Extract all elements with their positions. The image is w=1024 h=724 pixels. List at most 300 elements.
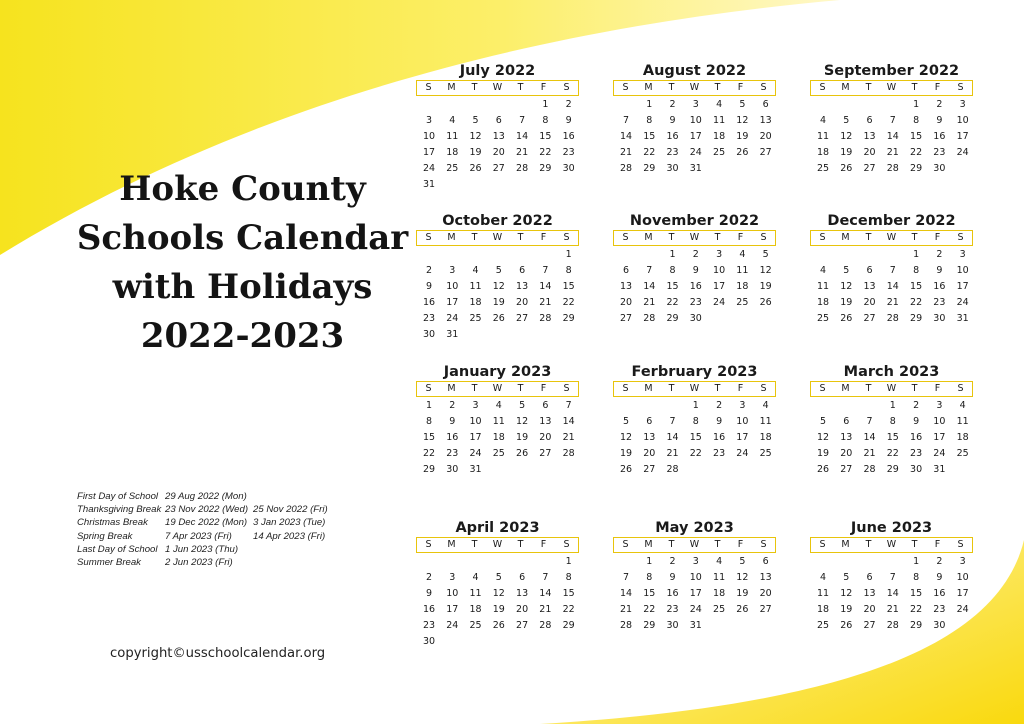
day-cell: 20 — [759, 131, 772, 142]
weekday-label: M — [841, 539, 850, 550]
day-cell: 21 — [886, 604, 899, 615]
day-cell: 3 — [959, 99, 966, 110]
day-cell: 6 — [623, 265, 630, 276]
day-cell: 24 — [469, 448, 482, 459]
day-cell: 16 — [689, 281, 702, 292]
holiday-list — [77, 490, 341, 569]
day-cell: 28 — [539, 620, 552, 631]
day-cell: 14 — [666, 432, 679, 443]
day-cell: 2 — [936, 99, 943, 110]
day-cell: 18 — [469, 297, 482, 308]
day-cell: 3 — [692, 556, 699, 567]
day-cell: 13 — [492, 131, 505, 142]
day-cell: 6 — [495, 115, 502, 126]
holiday-name: Summer Break — [77, 556, 141, 568]
empty-cell — [417, 97, 440, 113]
day-cell: 9 — [669, 115, 676, 126]
weekday-label: S — [563, 539, 570, 550]
day-cell: 7 — [542, 265, 549, 276]
day-cell: 18 — [469, 604, 482, 615]
day-cell: 19 — [736, 131, 749, 142]
empty-cell — [510, 554, 533, 570]
day-cell: 23 — [422, 620, 436, 631]
day-cell: 9 — [449, 416, 456, 427]
day-cell: 9 — [692, 265, 699, 276]
holiday-end-date: 3 Jan 2023 (Tue) — [253, 517, 326, 529]
copyright-notice: copyright©usschoolcalendar.org — [110, 646, 326, 661]
empty-cell — [811, 398, 834, 414]
day-cell: 12 — [816, 432, 830, 443]
month-title: December 2022 — [827, 213, 956, 229]
day-cell: 20 — [840, 448, 853, 459]
day-cell: 25 — [713, 147, 726, 158]
day-cell: 26 — [816, 464, 830, 475]
day-cell: 13 — [759, 115, 772, 126]
month-block — [416, 520, 579, 650]
day-cell: 15 — [562, 281, 575, 292]
day-cell: 26 — [759, 297, 772, 308]
holiday-end-date — [253, 543, 341, 556]
day-cell: 10 — [422, 131, 436, 142]
day-cell: 10 — [446, 588, 459, 599]
day-cell: 24 — [933, 448, 946, 459]
day-cell: 16 — [422, 297, 436, 308]
day-cell: 11 — [713, 572, 726, 583]
day-cell: 8 — [692, 416, 699, 427]
day-grid — [811, 97, 973, 177]
title-line-2: Schools Calendar — [76, 218, 409, 258]
day-cell: 1 — [426, 400, 433, 411]
day-cell: 11 — [816, 281, 830, 292]
day-cell: 7 — [669, 416, 676, 427]
weekday-label: S — [957, 383, 964, 394]
day-cell: 8 — [913, 572, 920, 583]
weekday-label: S — [760, 539, 767, 550]
day-cell: 12 — [516, 416, 529, 427]
day-cell: 9 — [913, 416, 920, 427]
day-cell: 18 — [492, 432, 505, 443]
day-cell: 20 — [863, 147, 876, 158]
empty-cell — [464, 97, 487, 113]
day-cell: 26 — [840, 163, 853, 174]
weekday-label: T — [865, 82, 872, 93]
day-cell: 22 — [666, 297, 679, 308]
day-cell: 1 — [692, 400, 699, 411]
day-cell: 21 — [619, 147, 633, 158]
day-grid — [811, 247, 973, 327]
day-cell: 25 — [469, 313, 482, 324]
holiday-start-date: 7 Apr 2023 (Fri) — [165, 530, 232, 542]
day-cell: 14 — [886, 131, 899, 142]
day-cell: 5 — [495, 572, 502, 583]
weekday-label: M — [841, 383, 850, 394]
day-cell: 22 — [539, 147, 552, 158]
day-cell: 6 — [866, 115, 873, 126]
day-cell: 31 — [689, 163, 702, 174]
empty-cell — [835, 97, 858, 113]
day-cell: 21 — [539, 297, 552, 308]
day-cell: 12 — [492, 281, 505, 292]
day-grid — [417, 247, 579, 343]
day-cell: 4 — [820, 115, 827, 126]
day-cell: 1 — [646, 99, 653, 110]
day-cell: 16 — [933, 588, 946, 599]
weekday-label: M — [841, 82, 850, 93]
day-cell: 2 — [936, 556, 943, 567]
day-cell: 23 — [689, 297, 702, 308]
day-cell: 14 — [516, 131, 529, 142]
day-cell: 15 — [643, 588, 656, 599]
day-grid — [417, 554, 579, 650]
day-cell: 6 — [519, 265, 526, 276]
holiday-start-date: 29 Aug 2022 (Mon) — [165, 491, 247, 502]
empty-cell — [441, 97, 464, 113]
day-grid — [614, 398, 776, 478]
day-cell: 2 — [913, 400, 920, 411]
day-cell: 10 — [713, 265, 726, 276]
day-cell: 5 — [843, 265, 850, 276]
day-cell: 4 — [716, 99, 723, 110]
empty-cell — [811, 247, 834, 263]
day-cell: 14 — [886, 588, 899, 599]
day-cell: 26 — [492, 620, 505, 631]
day-cell: 28 — [516, 163, 529, 174]
weekday-label: T — [865, 232, 872, 243]
day-cell: 21 — [886, 297, 899, 308]
day-cell: 28 — [539, 313, 552, 324]
day-cell: 30 — [689, 313, 702, 324]
empty-cell — [661, 398, 684, 414]
day-cell: 25 — [956, 448, 969, 459]
day-cell: 16 — [713, 432, 726, 443]
day-cell: 19 — [492, 297, 505, 308]
day-cell: 24 — [689, 604, 702, 615]
day-cell: 12 — [492, 588, 505, 599]
day-cell: 16 — [666, 131, 679, 142]
empty-cell — [811, 554, 834, 570]
day-cell: 2 — [716, 400, 723, 411]
empty-cell — [534, 247, 557, 263]
day-cell: 10 — [956, 265, 969, 276]
day-cell: 19 — [516, 432, 529, 443]
day-cell: 15 — [689, 432, 702, 443]
weekday-label: T — [668, 232, 675, 243]
day-cell: 18 — [736, 281, 749, 292]
day-cell: 30 — [446, 464, 459, 475]
day-cell: 27 — [863, 313, 876, 324]
day-cell: 8 — [646, 115, 653, 126]
day-cell: 10 — [933, 416, 946, 427]
day-cell: 19 — [840, 297, 853, 308]
day-cell: 17 — [689, 588, 702, 599]
day-cell: 13 — [619, 281, 633, 292]
weekday-label: F — [737, 539, 744, 550]
day-cell: 21 — [643, 297, 656, 308]
month-block — [810, 364, 973, 478]
day-cell: 29 — [910, 163, 923, 174]
weekday-label: F — [737, 82, 744, 93]
day-cell: 29 — [666, 313, 679, 324]
month-block — [613, 520, 776, 634]
day-cell: 25 — [446, 163, 459, 174]
day-cell: 18 — [816, 147, 830, 158]
day-grid — [614, 97, 776, 177]
weekday-label: W — [886, 539, 897, 550]
day-cell: 7 — [646, 265, 653, 276]
day-cell: 12 — [840, 131, 853, 142]
weekday-label: S — [425, 232, 432, 243]
weekday-label: T — [668, 82, 675, 93]
empty-cell — [614, 97, 637, 113]
day-cell: 16 — [910, 432, 923, 443]
day-cell: 12 — [736, 115, 749, 126]
day-cell: 8 — [565, 265, 572, 276]
day-cell: 25 — [469, 620, 482, 631]
holiday-start-date: 2 Jun 2023 (Fri) — [165, 556, 233, 568]
weekday-header — [810, 537, 973, 553]
day-cell: 27 — [863, 620, 876, 631]
day-cell: 2 — [669, 99, 676, 110]
weekday-label: S — [819, 383, 826, 394]
day-cell: 26 — [840, 313, 853, 324]
weekday-label: S — [957, 539, 964, 550]
empty-cell — [858, 247, 881, 263]
day-cell: 11 — [759, 416, 772, 427]
day-cell: 8 — [565, 572, 572, 583]
day-cell: 11 — [956, 416, 969, 427]
weekday-label: S — [425, 82, 432, 93]
weekday-label: S — [563, 383, 570, 394]
day-cell: 7 — [519, 115, 526, 126]
empty-cell — [614, 247, 637, 263]
month-block — [810, 213, 973, 327]
day-cell: 18 — [713, 588, 726, 599]
day-cell: 28 — [863, 464, 876, 475]
month-title: April 2023 — [455, 520, 540, 536]
empty-cell — [858, 398, 881, 414]
day-cell: 15 — [539, 131, 552, 142]
weekday-label: M — [447, 383, 456, 394]
holiday-name: Spring Break — [77, 530, 133, 542]
day-cell: 6 — [519, 572, 526, 583]
day-cell: 21 — [562, 432, 575, 443]
day-cell: 25 — [816, 163, 830, 174]
day-cell: 30 — [666, 620, 679, 631]
day-cell: 5 — [623, 416, 630, 427]
day-cell: 11 — [492, 416, 505, 427]
day-cell: 13 — [539, 416, 552, 427]
day-cell: 6 — [866, 265, 873, 276]
day-cell: 25 — [713, 604, 726, 615]
day-cell: 27 — [863, 163, 876, 174]
holiday-name: Thanksgiving Break — [77, 504, 162, 516]
weekday-label: W — [492, 383, 503, 394]
day-cell: 22 — [910, 604, 923, 615]
holiday-end-date: 14 Apr 2023 (Fri) — [253, 530, 326, 542]
day-cell: 8 — [913, 115, 920, 126]
day-cell: 9 — [426, 281, 433, 292]
weekday-label: T — [714, 539, 721, 550]
title-line-3: with Holidays — [112, 267, 373, 307]
day-cell: 24 — [956, 297, 969, 308]
day-cell: 13 — [840, 432, 853, 443]
day-cell: 28 — [886, 620, 899, 631]
day-cell: 9 — [426, 588, 433, 599]
day-cell: 22 — [910, 147, 923, 158]
day-cell: 15 — [643, 131, 656, 142]
day-cell: 5 — [739, 556, 746, 567]
day-cell: 1 — [565, 556, 572, 567]
day-grid — [417, 398, 579, 478]
weekday-label: S — [819, 232, 826, 243]
day-cell: 9 — [669, 572, 676, 583]
day-cell: 22 — [422, 448, 436, 459]
day-cell: 1 — [889, 400, 896, 411]
day-cell: 25 — [759, 448, 772, 459]
day-cell: 24 — [956, 147, 969, 158]
weekday-label: M — [447, 82, 456, 93]
weekday-header — [810, 381, 973, 397]
month-title: September 2022 — [823, 63, 960, 79]
weekday-label: T — [471, 539, 478, 550]
day-cell: 14 — [539, 281, 552, 292]
day-cell: 4 — [495, 400, 502, 411]
day-cell: 28 — [643, 313, 656, 324]
day-cell: 12 — [840, 281, 853, 292]
weekday-label: S — [622, 539, 629, 550]
empty-cell — [464, 554, 487, 570]
day-cell: 23 — [933, 604, 946, 615]
day-cell: 19 — [759, 281, 772, 292]
day-cell: 28 — [562, 448, 575, 459]
day-cell: 13 — [643, 432, 656, 443]
day-cell: 27 — [840, 464, 853, 475]
day-cell: 13 — [516, 281, 529, 292]
day-cell: 5 — [843, 115, 850, 126]
empty-cell — [835, 398, 858, 414]
day-cell: 7 — [889, 115, 896, 126]
day-cell: 18 — [816, 604, 830, 615]
month-title: Ferbruary 2023 — [631, 364, 758, 380]
weekday-label: T — [517, 82, 524, 93]
day-cell: 16 — [446, 432, 459, 443]
day-cell: 14 — [539, 588, 552, 599]
day-cell: 22 — [643, 604, 656, 615]
day-cell: 31 — [422, 179, 436, 190]
day-cell: 4 — [820, 572, 827, 583]
day-cell: 4 — [472, 265, 479, 276]
day-cell: 6 — [866, 572, 873, 583]
day-cell: 15 — [910, 131, 923, 142]
day-cell: 30 — [933, 620, 946, 631]
day-cell: 7 — [889, 572, 896, 583]
month-block — [613, 63, 776, 177]
day-cell: 19 — [492, 604, 505, 615]
weekday-label: W — [689, 383, 700, 394]
day-cell: 17 — [956, 281, 969, 292]
day-cell: 11 — [713, 115, 726, 126]
weekday-header — [416, 381, 579, 397]
day-cell: 27 — [759, 604, 772, 615]
day-cell: 24 — [422, 163, 436, 174]
day-cell: 26 — [736, 604, 749, 615]
empty-cell — [487, 554, 510, 570]
day-cell: 3 — [472, 400, 479, 411]
empty-cell — [614, 398, 637, 414]
day-cell: 1 — [565, 249, 572, 260]
day-cell: 20 — [492, 147, 505, 158]
day-cell: 1 — [913, 249, 920, 260]
day-cell: 30 — [422, 636, 436, 647]
day-cell: 29 — [539, 163, 552, 174]
day-cell: 10 — [446, 281, 459, 292]
holiday-row — [77, 490, 341, 503]
day-cell: 11 — [816, 588, 830, 599]
weekday-label: M — [644, 232, 653, 243]
day-cell: 15 — [910, 281, 923, 292]
day-cell: 10 — [956, 115, 969, 126]
day-cell: 28 — [666, 464, 679, 475]
day-cell: 18 — [956, 432, 969, 443]
day-cell: 20 — [863, 297, 876, 308]
day-grid — [614, 554, 776, 634]
weekday-label: S — [563, 232, 570, 243]
day-cell: 13 — [759, 572, 772, 583]
day-cell: 3 — [449, 265, 456, 276]
empty-cell — [441, 247, 464, 263]
title-line-4: 2022-2023 — [140, 316, 345, 356]
day-cell: 11 — [446, 131, 459, 142]
day-cell: 3 — [959, 556, 966, 567]
day-cell: 24 — [956, 604, 969, 615]
title-line-1: Hoke County — [119, 169, 366, 209]
day-cell: 13 — [863, 281, 876, 292]
day-cell: 4 — [472, 572, 479, 583]
day-cell: 29 — [562, 313, 575, 324]
day-cell: 1 — [913, 556, 920, 567]
holiday-row — [77, 503, 341, 516]
empty-cell — [417, 554, 440, 570]
weekday-label: F — [934, 539, 941, 550]
day-cell: 27 — [539, 448, 552, 459]
day-cell: 23 — [422, 313, 436, 324]
day-cell: 15 — [666, 281, 679, 292]
day-cell: 21 — [539, 604, 552, 615]
day-cell: 23 — [666, 147, 679, 158]
day-cell: 18 — [713, 131, 726, 142]
day-cell: 24 — [446, 313, 459, 324]
day-cell: 30 — [562, 163, 575, 174]
day-cell: 27 — [643, 464, 656, 475]
month-title: August 2022 — [642, 63, 747, 79]
day-cell: 3 — [426, 115, 433, 126]
weekday-label: F — [737, 383, 744, 394]
weekday-label: S — [760, 383, 767, 394]
day-cell: 19 — [619, 448, 633, 459]
day-cell: 3 — [936, 400, 943, 411]
day-cell: 29 — [886, 464, 899, 475]
day-cell: 10 — [956, 572, 969, 583]
day-grid — [614, 247, 776, 327]
empty-cell — [464, 247, 487, 263]
day-cell: 17 — [713, 281, 726, 292]
day-cell: 7 — [866, 416, 873, 427]
day-cell: 1 — [542, 99, 549, 110]
day-cell: 23 — [933, 147, 946, 158]
empty-cell — [881, 97, 904, 113]
day-cell: 27 — [516, 620, 529, 631]
day-cell: 31 — [469, 464, 482, 475]
